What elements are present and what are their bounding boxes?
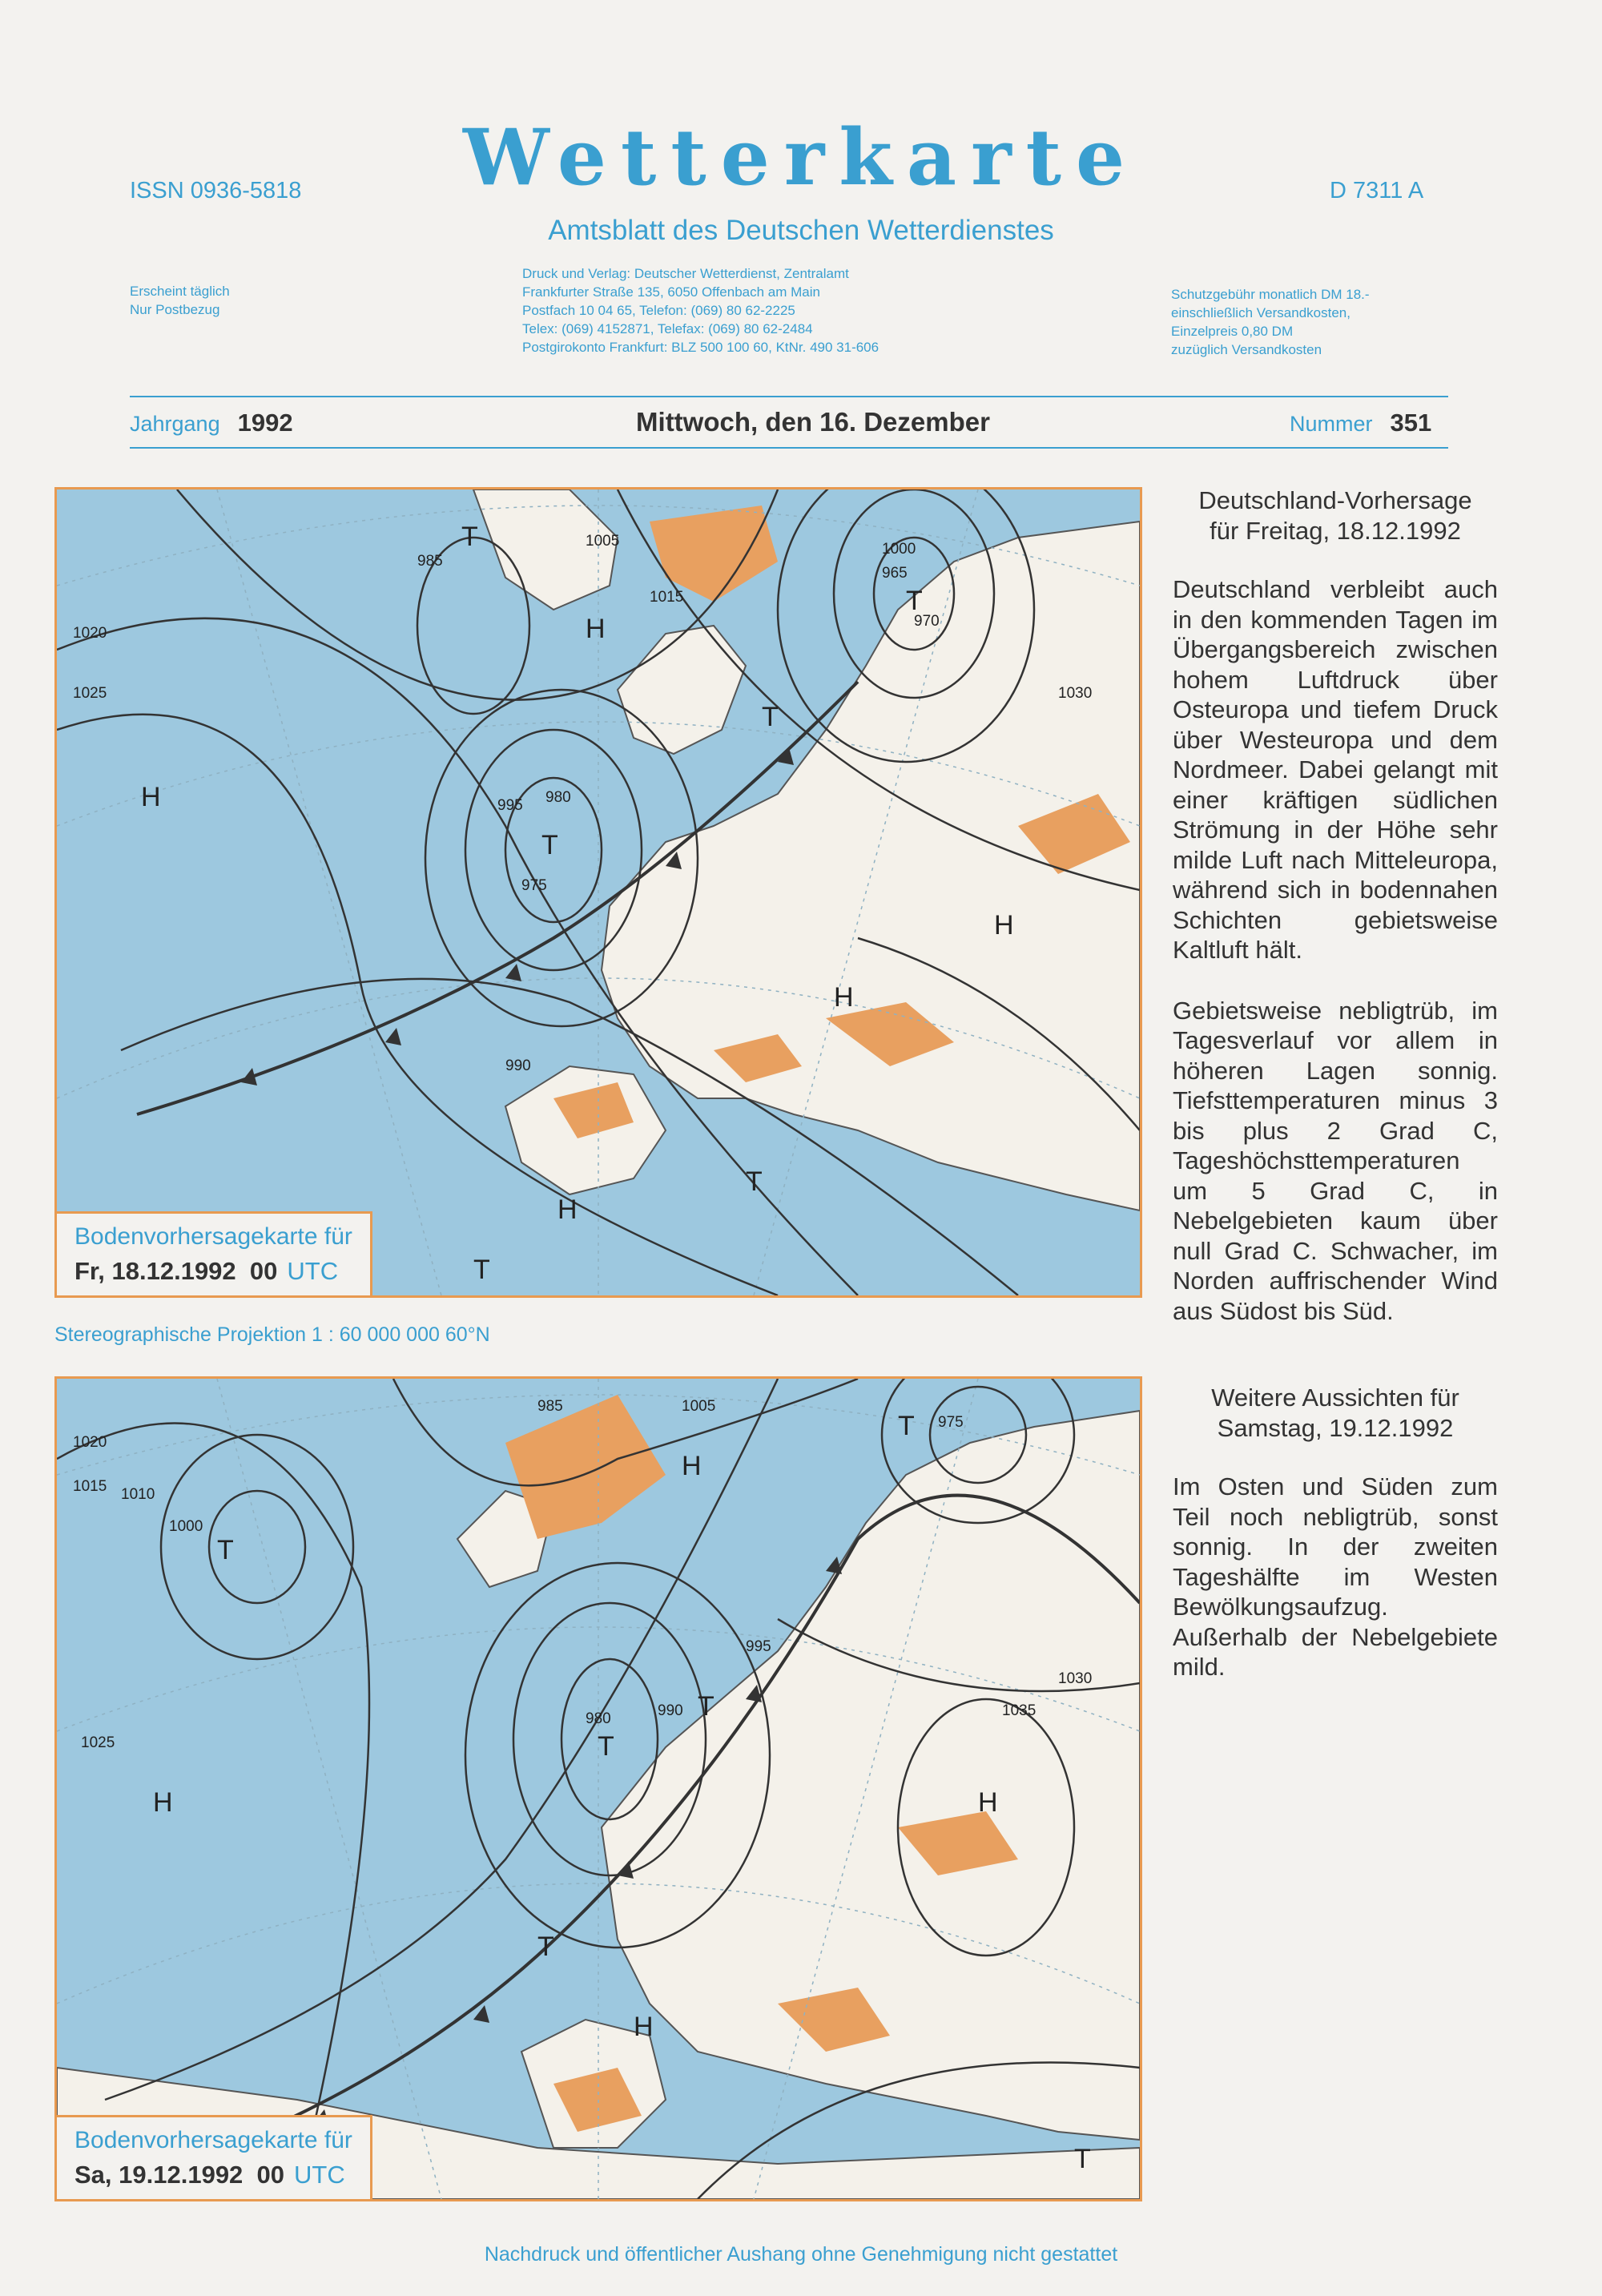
pressure-label: T: [217, 1535, 234, 1565]
isobar-label: 1000: [882, 541, 916, 558]
pressure-label: T: [762, 702, 779, 732]
isobar-label: 1015: [73, 1478, 107, 1495]
isobar-label: 1000: [169, 1518, 203, 1535]
pressure-label: T: [537, 1931, 554, 1962]
caption-datetime: [74, 1257, 352, 1286]
map-caption: [57, 1211, 372, 1295]
forecast-paragraph: Gebietsweise nebligtrüb, im Tagesverlauf vor allem in höheren Lagen sonnig. Tiefsttemperaturen minus 3 bis plus 2 Grad C, Tageshöchsttemperaturen um 5 Grad C, in Nebelgebieten kaum über null Grad C. Schwacher, im Norden auffrischender Wind aus Südost bis Süd.: [1173, 996, 1498, 1325]
caption-tz: UTC: [294, 2161, 345, 2189]
caption-date: Sa, 19.12.1992: [74, 2161, 244, 2189]
forecast-heading: [1173, 485, 1498, 546]
publisher-line: Druck und Verlag: Deutscher Wetterdienst, Zentralamt: [522, 266, 849, 281]
subtitle: Amtsblatt des Deutschen Wetterdienstes: [548, 215, 1054, 246]
publication-line: Erscheint täglich: [130, 284, 230, 299]
isobar-label: 990: [505, 1057, 531, 1074]
fee-line: einschließlich Versandkosten,: [1171, 305, 1350, 320]
isobar-label: 990: [658, 1702, 683, 1719]
pressure-label: H: [994, 910, 1014, 941]
caption-title: Bodenvorhersagekarte für: [74, 1223, 352, 1250]
forecast-paragraph: Deutschland verbleibt auch in den kommenden Tagen im Übergangsbereich zwischen hohem Luftdruck über Osteuropa und tiefem Druck über Westeuropa und dem Nordmeer. Dabei gelangt mit einer kräftigen südlichen Strömung in der Höhe sehr milde Luft nach Mitteleuropa, während sich in bodennahen Schichten gebietsweise Kaltluft hält.: [1173, 575, 1498, 964]
publisher-line: Postgirokonto Frankfurt: BLZ 500 100 60, KtNr. 490 31-606: [522, 340, 879, 355]
caption-time: 00: [256, 2161, 285, 2189]
caption-title: Bodenvorhersagekarte für: [74, 2127, 352, 2153]
publication-info: [130, 282, 230, 319]
pressure-label: T: [1074, 2144, 1091, 2174]
outlook-paragraph: Im Osten und Süden zum Teil noch nebligtrüb, sonst sonnig. In der zweiten Tageshälfte im Westen Bewölkungsaufzug. Außerhalb der Nebelgebiete mild.: [1173, 1472, 1498, 1681]
isobar-label: 1025: [73, 685, 107, 702]
fee-line: Einzelpreis 0,80 DM: [1171, 324, 1294, 339]
outlook-column: [1173, 1383, 1498, 1682]
publication-line: Nur Postbezug: [130, 302, 220, 317]
isobar-label: 975: [521, 877, 547, 894]
outlook-heading-line: Weitere Aussichten für: [1211, 1384, 1459, 1412]
issue-number: [1290, 409, 1431, 437]
isobar-label: 1005: [586, 533, 620, 550]
number-label: Nummer: [1290, 412, 1373, 436]
pressure-label: H: [634, 2012, 654, 2042]
pressure-label: T: [598, 1731, 614, 1762]
pressure-label: T: [698, 1691, 714, 1722]
isobar-label: 995: [497, 797, 523, 814]
map-graphic: [57, 1379, 1140, 2199]
caption-tz: UTC: [287, 1257, 339, 1285]
isobar-label: 1030: [1058, 685, 1093, 702]
isobar-label: 1025: [81, 1734, 115, 1751]
doc-number: D 7311 A: [1330, 178, 1424, 203]
isobar-label: 975: [938, 1414, 964, 1431]
year-value: 1992: [237, 409, 293, 437]
pressure-label: H: [153, 1787, 173, 1818]
publisher-line: Frankfurter Straße 135, 6050 Offenbach am Main: [522, 284, 820, 300]
isobar-label: 965: [882, 565, 908, 582]
pressure-label: T: [906, 586, 923, 616]
pressure-label: T: [898, 1411, 915, 1441]
isobar-label: 985: [537, 1398, 563, 1415]
outlook-heading-line: Samstag, 19.12.1992: [1217, 1413, 1454, 1442]
weather-map-saturday: [54, 1376, 1142, 2201]
isobar-label: 980: [545, 789, 571, 806]
publisher-line: Postfach 10 04 65, Telefon: (069) 80 62-2225: [522, 303, 795, 318]
fee-line: zuzüglich Versandkosten: [1171, 342, 1322, 357]
map-caption: [57, 2115, 372, 2199]
forecast-column: [1173, 485, 1498, 1326]
isobar-label: 1005: [682, 1398, 716, 1415]
footer-note: Nachdruck und öffentlicher Aushang ohne Genehmigung nicht gestattet: [484, 2243, 1118, 2266]
newspaper-title: Wetterkarte: [462, 112, 1140, 203]
pressure-label: T: [461, 522, 478, 552]
forecast-heading-line: Deutschland-Vorhersage: [1198, 486, 1472, 514]
caption-time: 00: [249, 1257, 278, 1285]
isobar-label: 1020: [73, 1434, 107, 1451]
publisher-info: [522, 264, 879, 356]
weather-map-friday: [54, 487, 1142, 1298]
divider: [130, 396, 1448, 397]
isobar-label: 985: [417, 553, 443, 570]
isobar-label: 1020: [73, 625, 107, 642]
isobar-label: 995: [746, 1638, 771, 1655]
isobar-label: 970: [914, 613, 940, 630]
pressure-label: H: [682, 1451, 702, 1481]
isobar-label: 1030: [1058, 1670, 1093, 1687]
projection-note: Stereographische Projektion 1 : 60 000 000 60°N: [54, 1323, 490, 1346]
pressure-label: H: [834, 982, 854, 1013]
isobar-label: 1035: [1002, 1702, 1036, 1719]
pressure-label: T: [473, 1255, 490, 1285]
issue-date: Mittwoch, den 16. Dezember: [636, 407, 990, 437]
pressure-label: H: [978, 1787, 998, 1818]
issn: ISSN 0936-5818: [130, 178, 302, 203]
divider: [130, 447, 1448, 449]
outlook-heading: [1173, 1383, 1498, 1443]
pressure-label: H: [557, 1194, 578, 1225]
number-value: 351: [1390, 409, 1432, 437]
isobar-label: 1010: [121, 1486, 155, 1503]
publisher-line: Telex: (069) 4152871, Telefax: (069) 80 62-2484: [522, 321, 813, 336]
fee-info: [1171, 285, 1370, 359]
pressure-label: T: [746, 1166, 763, 1197]
map-graphic: [57, 489, 1140, 1295]
fee-line: Schutzgebühr monatlich DM 18.-: [1171, 287, 1370, 302]
caption-datetime: [74, 2161, 352, 2189]
pressure-label: H: [586, 614, 606, 644]
pressure-label: T: [541, 830, 558, 860]
caption-date: Fr, 18.12.1992: [74, 1257, 236, 1285]
pressure-label: H: [141, 782, 161, 812]
isobar-label: 1015: [650, 589, 684, 606]
forecast-heading-line: für Freitag, 18.12.1992: [1210, 516, 1461, 545]
isobar-label: 980: [586, 1710, 611, 1727]
year-label: Jahrgang: [130, 412, 220, 436]
